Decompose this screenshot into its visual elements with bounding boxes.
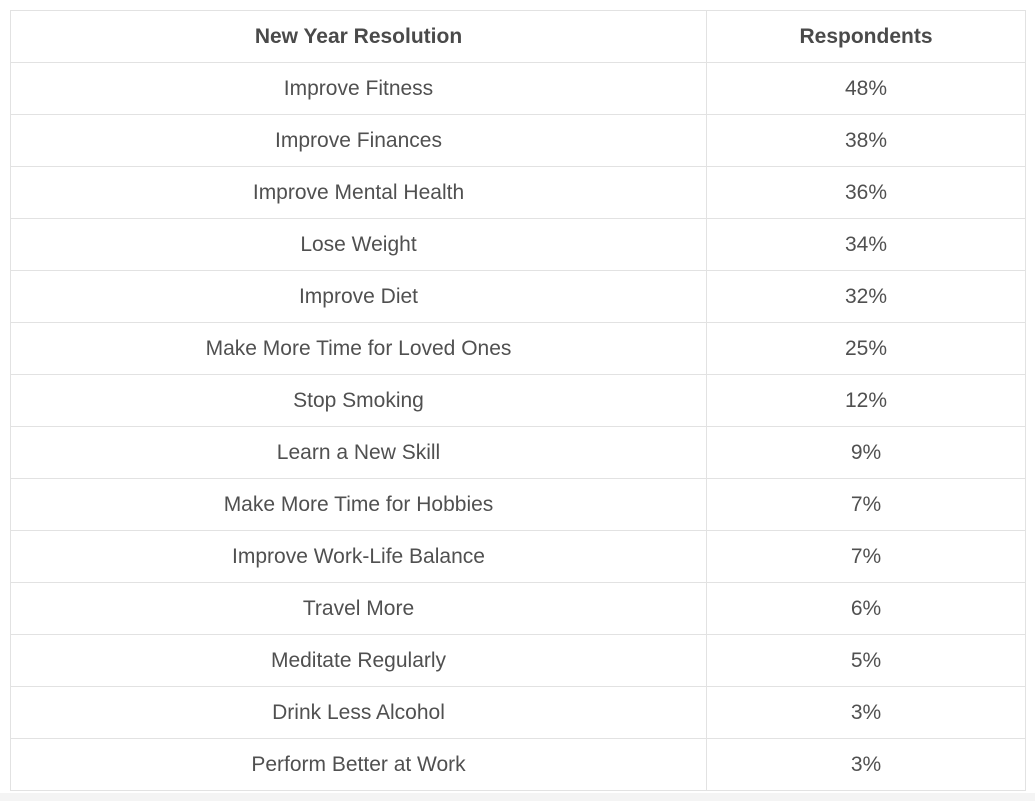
resolution-cell: Stop Smoking	[11, 375, 707, 427]
respondents-cell: 9%	[707, 427, 1026, 479]
table-row	[11, 63, 1026, 115]
table-row	[11, 375, 1026, 427]
table-row	[11, 479, 1026, 531]
column-header-respondents: Respondents	[707, 11, 1026, 63]
header-row	[11, 11, 1026, 63]
respondents-cell: 12%	[707, 375, 1026, 427]
respondents-cell: 6%	[707, 583, 1026, 635]
respondents-cell: 5%	[707, 635, 1026, 687]
table-row	[11, 219, 1026, 271]
resolutions-table-container	[10, 10, 1025, 791]
table-row	[11, 739, 1026, 791]
table-row	[11, 167, 1026, 219]
resolution-cell: Improve Mental Health	[11, 167, 707, 219]
resolution-cell: Lose Weight	[11, 219, 707, 271]
resolution-cell: Make More Time for Hobbies	[11, 479, 707, 531]
respondents-cell: 25%	[707, 323, 1026, 375]
respondents-cell: 32%	[707, 271, 1026, 323]
resolution-cell: Drink Less Alcohol	[11, 687, 707, 739]
resolution-cell: Improve Fitness	[11, 63, 707, 115]
resolution-cell: Travel More	[11, 583, 707, 635]
table-header	[11, 11, 1026, 63]
table-row	[11, 635, 1026, 687]
respondents-cell: 34%	[707, 219, 1026, 271]
column-header-resolution: New Year Resolution	[11, 11, 707, 63]
respondents-cell: 3%	[707, 687, 1026, 739]
table-row	[11, 687, 1026, 739]
respondents-cell: 3%	[707, 739, 1026, 791]
table-row	[11, 115, 1026, 167]
table-row	[11, 427, 1026, 479]
respondents-cell: 7%	[707, 479, 1026, 531]
resolutions-table	[10, 10, 1026, 791]
table-row	[11, 583, 1026, 635]
table-row	[11, 271, 1026, 323]
resolution-cell: Learn a New Skill	[11, 427, 707, 479]
resolution-cell: Make More Time for Loved Ones	[11, 323, 707, 375]
resolution-cell: Improve Finances	[11, 115, 707, 167]
table-body	[11, 63, 1026, 791]
table-row	[11, 531, 1026, 583]
respondents-cell: 36%	[707, 167, 1026, 219]
respondents-cell: 48%	[707, 63, 1026, 115]
resolution-cell: Improve Work-Life Balance	[11, 531, 707, 583]
resolution-cell: Improve Diet	[11, 271, 707, 323]
page-bottom-strip	[0, 793, 1035, 801]
table-row	[11, 323, 1026, 375]
resolution-cell: Meditate Regularly	[11, 635, 707, 687]
respondents-cell: 7%	[707, 531, 1026, 583]
resolution-cell: Perform Better at Work	[11, 739, 707, 791]
respondents-cell: 38%	[707, 115, 1026, 167]
